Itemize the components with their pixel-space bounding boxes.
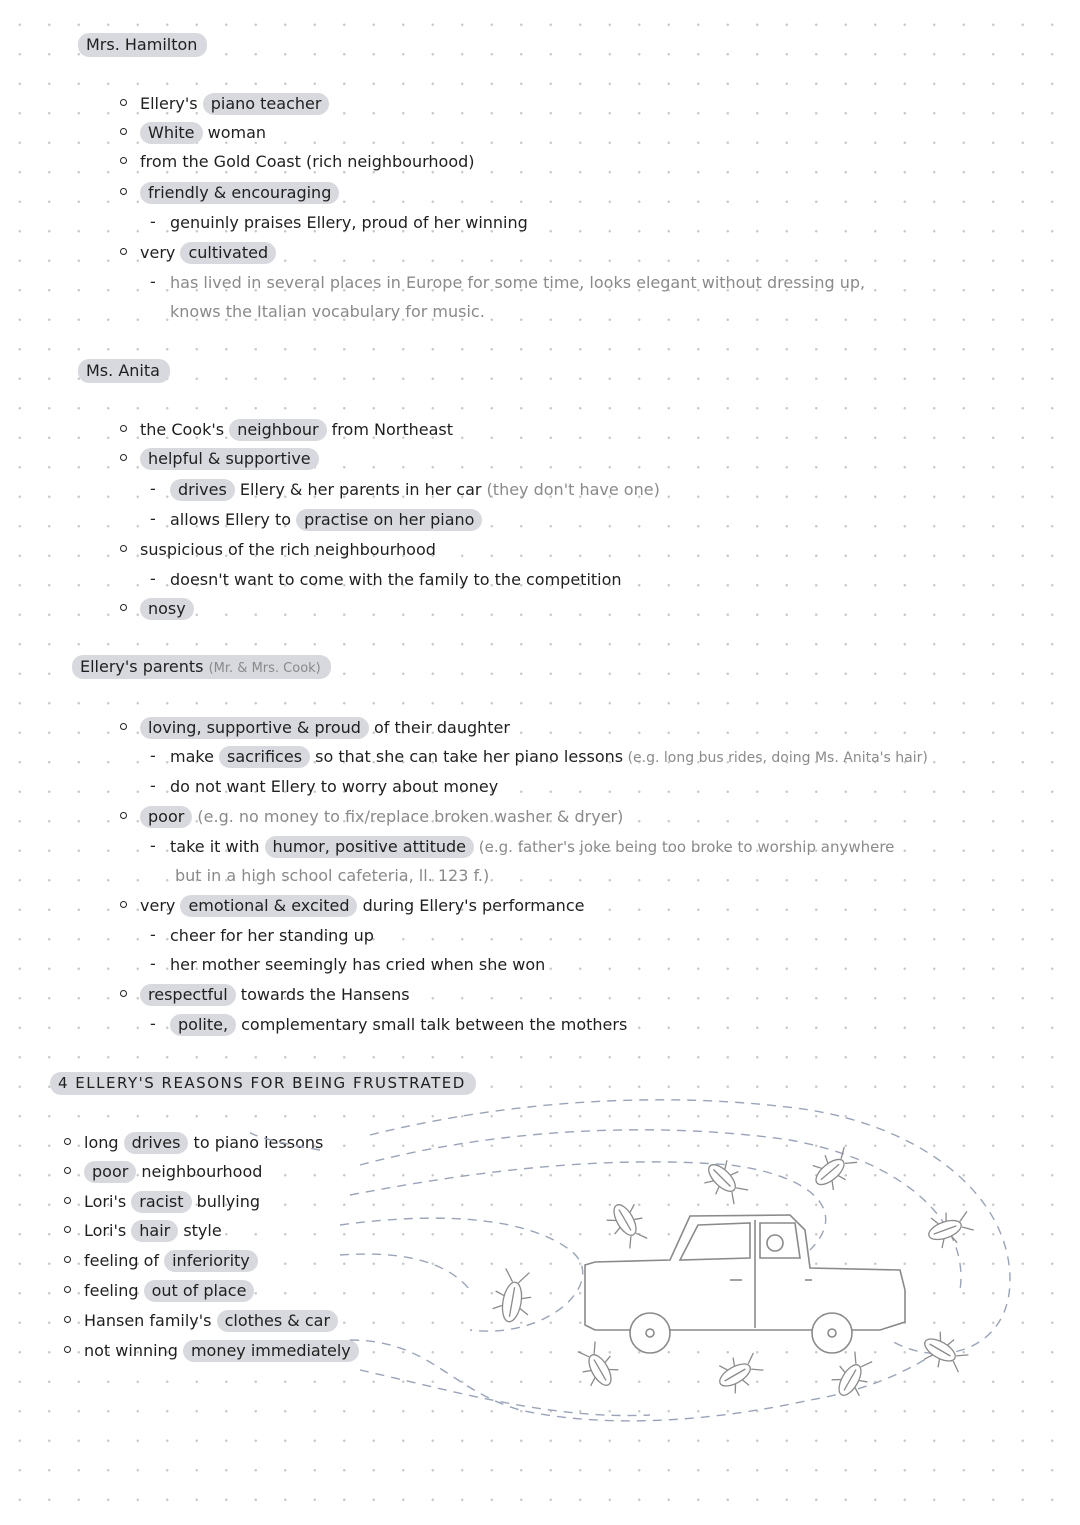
list-item: Lori's hair style xyxy=(84,1221,222,1240)
section-heading-anita: Ms. Anita xyxy=(78,360,170,382)
list-item: very cultivated xyxy=(140,242,276,264)
list-item: nosy xyxy=(140,598,194,620)
list-item: Hansen family's clothes & car xyxy=(84,1310,338,1332)
list-item: Ellery's piano teacher xyxy=(140,93,329,115)
list-item: friendly & encouraging xyxy=(140,182,339,204)
list-item: poor (e.g. no money to fix/replace broken washer & dryer) xyxy=(140,806,623,828)
list-item: poor neighbourhood xyxy=(84,1161,262,1183)
sub-list-item: - make sacrifices so that she can take her piano lessons (e.g. long bus rides, doing Ms. Anita's hair) xyxy=(170,746,928,769)
car-icon xyxy=(585,1215,905,1353)
list-item: suspicious of the rich neighbourhood xyxy=(140,540,436,559)
list-item: from the Gold Coast (rich neighbourhood) xyxy=(140,152,475,171)
sub-list-item: - do not want Ellery to worry about money xyxy=(170,776,498,798)
section-heading-hamilton: Mrs. Hamilton xyxy=(78,34,207,56)
sub-list-item: - cheer for her standing up xyxy=(170,925,374,947)
list-item: not winning money immediately xyxy=(84,1340,359,1362)
list-item: long drives to piano lessons xyxy=(84,1133,324,1152)
section-heading-reasons: 4 ELLERY'S REASONS FOR BEING FRUSTRATED xyxy=(50,1072,476,1094)
list-item: respectful towards the Hansens xyxy=(140,984,410,1006)
sub-list-continuation: but in a high school cafeteria, ll. 123 f.) xyxy=(175,866,490,885)
sub-list-continuation: knows the Italian vocabulary for music. xyxy=(170,302,485,321)
list-item: feeling of inferiority xyxy=(84,1250,258,1272)
section-heading-parents: Ellery's parents (Mr. & Mrs. Cook) xyxy=(72,656,331,680)
car-cockroach-illustration xyxy=(250,1090,1050,1430)
list-item: loving, supportive & proud of their daughter xyxy=(140,717,510,739)
list-item: the Cook's neighbour from Northeast xyxy=(140,420,453,439)
sub-list-item: - her mother seemingly has cried when she won xyxy=(170,954,545,976)
list-item: Lori's racist bullying xyxy=(84,1192,260,1211)
list-item: White woman xyxy=(140,122,266,144)
sub-list-item: - drives Ellery & her parents in her car (they don't have one) xyxy=(170,479,660,501)
list-item: very emotional & excited during Ellery's performance xyxy=(140,896,585,915)
list-item: helpful & supportive xyxy=(140,448,319,470)
list-item: feeling out of place xyxy=(84,1280,254,1302)
sub-list-item: - take it with humor, positive attitude (e.g. father's joke being too broke to worship anywhere xyxy=(170,836,894,858)
sub-list-item: - genuinly praises Ellery, proud of her winning xyxy=(170,212,528,234)
sub-list-item: - allows Ellery to practise on her piano xyxy=(170,509,482,531)
sub-list-item: - has lived in several places in Europe for some time, looks elegant without dressing up, xyxy=(170,272,865,294)
sub-list-item: - doesn't want to come with the family to the competition xyxy=(170,569,622,591)
sub-list-item: - polite, complementary small talk between the mothers xyxy=(170,1014,627,1036)
